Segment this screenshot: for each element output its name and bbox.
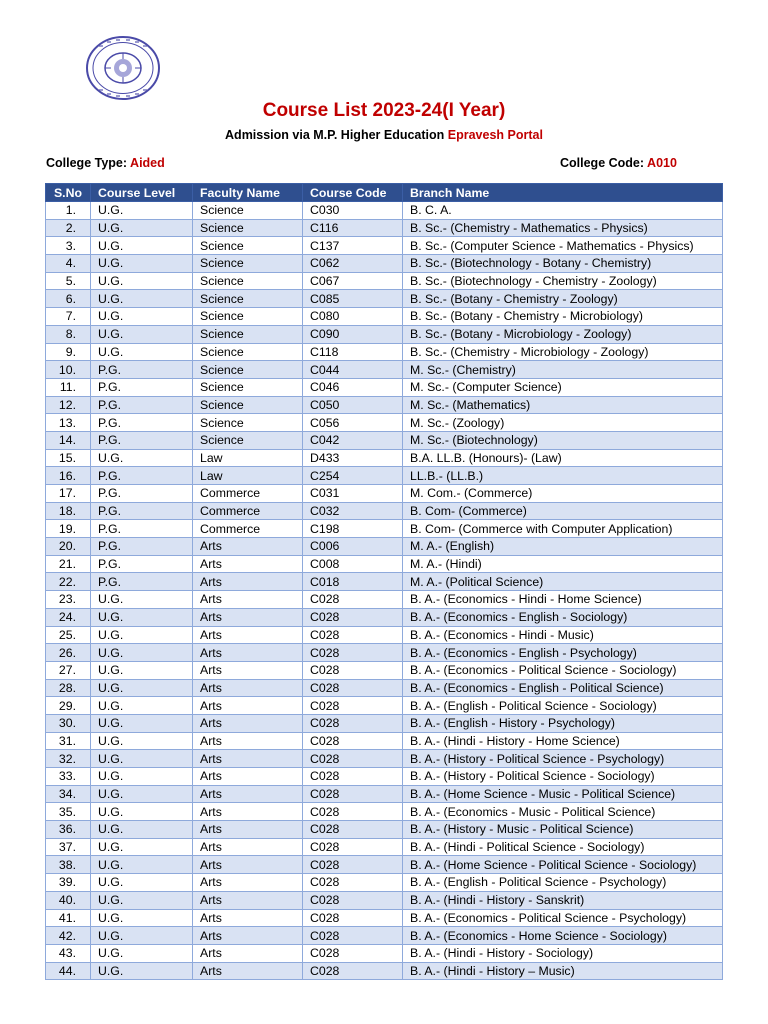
cell-faculty-name: Science <box>193 361 303 379</box>
header-course-code: Course Code <box>303 184 403 202</box>
cell-course-code: C028 <box>303 856 403 874</box>
table-row <box>46 431 723 449</box>
cell-sno: 16. <box>46 467 91 485</box>
cell-sno: 22. <box>46 573 91 591</box>
cell-branch-name: B. Sc.- (Chemistry - Microbiology - Zoology) <box>403 343 723 361</box>
cell-course-level: P.G. <box>91 361 193 379</box>
cell-faculty-name: Arts <box>193 608 303 626</box>
cell-course-code: C028 <box>303 944 403 962</box>
cell-sno: 28. <box>46 679 91 697</box>
cell-faculty-name: Science <box>193 378 303 396</box>
cell-branch-name: B. C. A. <box>403 202 723 220</box>
table-row <box>46 944 723 962</box>
cell-faculty-name: Science <box>193 414 303 432</box>
header-course-level: Course Level <box>91 184 193 202</box>
cell-sno: 13. <box>46 414 91 432</box>
cell-sno: 34. <box>46 785 91 803</box>
cell-course-level: U.G. <box>91 768 193 786</box>
cell-course-code: C028 <box>303 714 403 732</box>
cell-course-code: C118 <box>303 343 403 361</box>
cell-sno: 23. <box>46 591 91 609</box>
cell-course-code: C028 <box>303 821 403 839</box>
cell-faculty-name: Arts <box>193 785 303 803</box>
cell-faculty-name: Arts <box>193 803 303 821</box>
table-row <box>46 467 723 485</box>
cell-course-code: C028 <box>303 644 403 662</box>
cell-course-level: P.G. <box>91 378 193 396</box>
cell-branch-name: B. A.- (Economics - English - Psychology) <box>403 644 723 662</box>
cell-sno: 26. <box>46 644 91 662</box>
subtitle-portal-name: Epravesh Portal <box>447 128 543 142</box>
cell-sno: 1. <box>46 202 91 220</box>
cell-faculty-name: Arts <box>193 821 303 839</box>
cell-sno: 18. <box>46 502 91 520</box>
cell-sno: 27. <box>46 661 91 679</box>
cell-faculty-name: Science <box>193 343 303 361</box>
cell-branch-name: LL.B.- (LL.B.) <box>403 467 723 485</box>
cell-faculty-name: Arts <box>193 679 303 697</box>
header-faculty-name: Faculty Name <box>193 184 303 202</box>
header-sno: S.No <box>46 184 91 202</box>
cell-course-code: C028 <box>303 785 403 803</box>
cell-sno: 39. <box>46 874 91 892</box>
cell-faculty-name: Science <box>193 219 303 237</box>
cell-course-level: U.G. <box>91 732 193 750</box>
cell-branch-name: B. A.- (Hindi - History - Sanskrit) <box>403 891 723 909</box>
cell-sno: 11. <box>46 378 91 396</box>
cell-branch-name: B. A.- (English - Political Science - Sociology) <box>403 697 723 715</box>
cell-course-level: P.G. <box>91 396 193 414</box>
cell-branch-name: M. Sc.- (Biotechnology) <box>403 431 723 449</box>
cell-course-code: C028 <box>303 927 403 945</box>
college-type <box>46 156 165 170</box>
cell-course-level: P.G. <box>91 555 193 573</box>
table-row <box>46 202 723 220</box>
cell-faculty-name: Arts <box>193 573 303 591</box>
cell-course-code: C028 <box>303 626 403 644</box>
table-row <box>46 803 723 821</box>
cell-course-code: C137 <box>303 237 403 255</box>
table-row <box>46 538 723 556</box>
cell-course-level: P.G. <box>91 414 193 432</box>
cell-course-level: U.G. <box>91 944 193 962</box>
cell-sno: 17. <box>46 485 91 503</box>
page-subtitle <box>0 128 768 142</box>
cell-sno: 20. <box>46 538 91 556</box>
table-row <box>46 449 723 467</box>
cell-branch-name: B. A.- (Economics - English - Sociology) <box>403 608 723 626</box>
cell-sno: 8. <box>46 325 91 343</box>
cell-course-level: U.G. <box>91 697 193 715</box>
cell-faculty-name: Arts <box>193 555 303 573</box>
cell-faculty-name: Arts <box>193 644 303 662</box>
cell-course-level: U.G. <box>91 874 193 892</box>
cell-course-code: C028 <box>303 679 403 697</box>
cell-faculty-name: Commerce <box>193 520 303 538</box>
cell-course-code: C028 <box>303 591 403 609</box>
cell-sno: 43. <box>46 944 91 962</box>
cell-faculty-name: Science <box>193 431 303 449</box>
cell-branch-name: M. Com.- (Commerce) <box>403 485 723 503</box>
cell-course-code: D433 <box>303 449 403 467</box>
cell-faculty-name: Arts <box>193 661 303 679</box>
cell-branch-name: B. Com- (Commerce) <box>403 502 723 520</box>
table-row <box>46 573 723 591</box>
cell-course-level: U.G. <box>91 909 193 927</box>
course-list-table <box>45 183 723 980</box>
cell-faculty-name: Arts <box>193 768 303 786</box>
cell-faculty-name: Law <box>193 467 303 485</box>
cell-faculty-name: Arts <box>193 944 303 962</box>
cell-branch-name: B. Sc.- (Chemistry - Mathematics - Physics) <box>403 219 723 237</box>
cell-faculty-name: Arts <box>193 909 303 927</box>
cell-course-code: C046 <box>303 378 403 396</box>
cell-faculty-name: Arts <box>193 856 303 874</box>
cell-branch-name: B. A.- (Hindi - Political Science - Sociology) <box>403 838 723 856</box>
table-row <box>46 962 723 980</box>
cell-course-level: U.G. <box>91 644 193 662</box>
cell-course-level: P.G. <box>91 431 193 449</box>
cell-course-level: U.G. <box>91 608 193 626</box>
cell-faculty-name: Science <box>193 290 303 308</box>
cell-branch-name: B. A.- (History - Political Science - Psychology) <box>403 750 723 768</box>
cell-branch-name: B. A.- (Economics - Hindi - Music) <box>403 626 723 644</box>
cell-course-level: U.G. <box>91 891 193 909</box>
cell-course-level: U.G. <box>91 661 193 679</box>
cell-faculty-name: Science <box>193 237 303 255</box>
cell-course-level: U.G. <box>91 219 193 237</box>
cell-course-code: C198 <box>303 520 403 538</box>
cell-course-level: U.G. <box>91 272 193 290</box>
table-row <box>46 219 723 237</box>
cell-course-level: P.G. <box>91 573 193 591</box>
table-row <box>46 661 723 679</box>
cell-sno: 6. <box>46 290 91 308</box>
cell-branch-name: B. A.- (Hindi - History - Home Science) <box>403 732 723 750</box>
cell-course-code: C008 <box>303 555 403 573</box>
cell-faculty-name: Arts <box>193 874 303 892</box>
cell-sno: 21. <box>46 555 91 573</box>
table-row <box>46 414 723 432</box>
cell-course-level: U.G. <box>91 255 193 273</box>
table-row <box>46 891 723 909</box>
cell-sno: 42. <box>46 927 91 945</box>
cell-course-level: P.G. <box>91 467 193 485</box>
table-header-row <box>46 184 723 202</box>
college-code <box>560 156 677 170</box>
cell-course-code: C050 <box>303 396 403 414</box>
cell-faculty-name: Arts <box>193 838 303 856</box>
cell-course-code: C085 <box>303 290 403 308</box>
cell-course-code: C028 <box>303 750 403 768</box>
cell-course-level: U.G. <box>91 626 193 644</box>
cell-course-code: C254 <box>303 467 403 485</box>
cell-sno: 12. <box>46 396 91 414</box>
cell-course-level: P.G. <box>91 502 193 520</box>
table-row <box>46 838 723 856</box>
cell-course-level: U.G. <box>91 679 193 697</box>
cell-faculty-name: Commerce <box>193 485 303 503</box>
cell-branch-name: B. A.- (Hindi - History – Music) <box>403 962 723 980</box>
table-row <box>46 909 723 927</box>
table-row <box>46 714 723 732</box>
cell-faculty-name: Science <box>193 272 303 290</box>
table-row <box>46 255 723 273</box>
cell-branch-name: B. A.- (Economics - Hindi - Home Science) <box>403 591 723 609</box>
cell-branch-name: B. A.- (Hindi - History - Sociology) <box>403 944 723 962</box>
cell-sno: 25. <box>46 626 91 644</box>
cell-course-level: U.G. <box>91 803 193 821</box>
cell-branch-name: B. A.- (Economics - Political Science - Psychology) <box>403 909 723 927</box>
cell-course-code: C028 <box>303 891 403 909</box>
table-row <box>46 308 723 326</box>
cell-branch-name: B. A.- (History - Music - Political Science) <box>403 821 723 839</box>
cell-course-level: U.G. <box>91 290 193 308</box>
cell-course-code: C116 <box>303 219 403 237</box>
cell-course-level: U.G. <box>91 838 193 856</box>
cell-sno: 44. <box>46 962 91 980</box>
cell-course-code: C030 <box>303 202 403 220</box>
cell-faculty-name: Arts <box>193 591 303 609</box>
cell-branch-name: M. Sc.- (Chemistry) <box>403 361 723 379</box>
cell-sno: 35. <box>46 803 91 821</box>
college-code-label: College Code: <box>560 156 648 170</box>
cell-faculty-name: Science <box>193 255 303 273</box>
table-row <box>46 237 723 255</box>
cell-sno: 40. <box>46 891 91 909</box>
header-branch-name: Branch Name <box>403 184 723 202</box>
cell-branch-name: B. A.- (Home Science - Political Science - Sociology) <box>403 856 723 874</box>
cell-course-level: U.G. <box>91 449 193 467</box>
cell-branch-name: B. A.- (Home Science - Music - Political Science) <box>403 785 723 803</box>
cell-course-level: U.G. <box>91 821 193 839</box>
table-row <box>46 502 723 520</box>
cell-faculty-name: Law <box>193 449 303 467</box>
cell-course-code: C031 <box>303 485 403 503</box>
cell-branch-name: B. A.- (Economics - Political Science - Sociology) <box>403 661 723 679</box>
cell-faculty-name: Science <box>193 308 303 326</box>
table-row <box>46 697 723 715</box>
cell-faculty-name: Arts <box>193 697 303 715</box>
college-type-value: Aided <box>130 156 165 170</box>
cell-course-code: C032 <box>303 502 403 520</box>
cell-course-level: U.G. <box>91 325 193 343</box>
page-title: Course List 2023-24(I Year) <box>262 100 506 121</box>
cell-faculty-name: Commerce <box>193 502 303 520</box>
cell-branch-name: B. Sc.- (Botany - Chemistry - Zoology) <box>403 290 723 308</box>
table-row <box>46 591 723 609</box>
table-row <box>46 927 723 945</box>
cell-branch-name: M. A.- (English) <box>403 538 723 556</box>
cell-course-level: U.G. <box>91 237 193 255</box>
cell-sno: 29. <box>46 697 91 715</box>
cell-course-level: U.G. <box>91 343 193 361</box>
cell-faculty-name: Arts <box>193 714 303 732</box>
cell-course-code: C080 <box>303 308 403 326</box>
table-row <box>46 750 723 768</box>
cell-branch-name: B. A.- (Economics - Home Science - Sociology) <box>403 927 723 945</box>
cell-course-code: C042 <box>303 431 403 449</box>
cell-faculty-name: Arts <box>193 732 303 750</box>
cell-sno: 5. <box>46 272 91 290</box>
cell-course-code: C028 <box>303 768 403 786</box>
table-row <box>46 679 723 697</box>
cell-sno: 19. <box>46 520 91 538</box>
cell-sno: 9. <box>46 343 91 361</box>
table-row <box>46 874 723 892</box>
cell-faculty-name: Arts <box>193 626 303 644</box>
cell-branch-name: B.A. LL.B. (Honours)- (Law) <box>403 449 723 467</box>
cell-sno: 33. <box>46 768 91 786</box>
cell-course-level: P.G. <box>91 538 193 556</box>
cell-branch-name: M. A.- (Political Science) <box>403 573 723 591</box>
table-row <box>46 361 723 379</box>
college-type-label: College Type: <box>46 156 131 170</box>
cell-branch-name: B. Sc.- (Botany - Chemistry - Microbiology) <box>403 308 723 326</box>
table-row <box>46 555 723 573</box>
cell-course-code: C056 <box>303 414 403 432</box>
cell-course-code: C006 <box>303 538 403 556</box>
cell-course-code: C028 <box>303 838 403 856</box>
cell-branch-name: B. A.- (History - Political Science - Sociology) <box>403 768 723 786</box>
cell-branch-name: B. Com- (Commerce with Computer Application) <box>403 520 723 538</box>
cell-sno: 10. <box>46 361 91 379</box>
cell-course-code: C067 <box>303 272 403 290</box>
cell-course-level: U.G. <box>91 785 193 803</box>
cell-sno: 7. <box>46 308 91 326</box>
table-row <box>46 856 723 874</box>
cell-course-code: C028 <box>303 803 403 821</box>
table-row <box>46 378 723 396</box>
table-row <box>46 396 723 414</box>
cell-sno: 38. <box>46 856 91 874</box>
cell-course-code: C028 <box>303 962 403 980</box>
cell-branch-name: B. Sc.- (Botany - Microbiology - Zoology) <box>403 325 723 343</box>
cell-course-code: C028 <box>303 732 403 750</box>
cell-course-code: C028 <box>303 909 403 927</box>
cell-course-level: U.G. <box>91 750 193 768</box>
table-row <box>46 768 723 786</box>
cell-course-code: C062 <box>303 255 403 273</box>
cell-sno: 15. <box>46 449 91 467</box>
cell-sno: 41. <box>46 909 91 927</box>
cell-faculty-name: Science <box>193 202 303 220</box>
cell-course-code: C028 <box>303 697 403 715</box>
cell-course-code: C028 <box>303 874 403 892</box>
table-row <box>46 732 723 750</box>
cell-branch-name: B. A.- (English - Political Science - Psychology) <box>403 874 723 892</box>
cell-sno: 4. <box>46 255 91 273</box>
table-row <box>46 644 723 662</box>
cell-course-level: U.G. <box>91 308 193 326</box>
cell-faculty-name: Arts <box>193 927 303 945</box>
cell-sno: 30. <box>46 714 91 732</box>
table-row <box>46 343 723 361</box>
cell-sno: 14. <box>46 431 91 449</box>
cell-sno: 24. <box>46 608 91 626</box>
table-row <box>46 785 723 803</box>
cell-branch-name: M. A.- (Hindi) <box>403 555 723 573</box>
cell-sno: 37. <box>46 838 91 856</box>
cell-course-code: C028 <box>303 608 403 626</box>
cell-course-level: U.G. <box>91 714 193 732</box>
cell-branch-name: B. Sc.- (Biotechnology - Chemistry - Zoology) <box>403 272 723 290</box>
cell-branch-name: M. Sc.- (Zoology) <box>403 414 723 432</box>
cell-faculty-name: Arts <box>193 891 303 909</box>
cell-course-code: C090 <box>303 325 403 343</box>
cell-course-level: U.G. <box>91 927 193 945</box>
cell-sno: 32. <box>46 750 91 768</box>
cell-course-level: U.G. <box>91 202 193 220</box>
table-row <box>46 626 723 644</box>
cell-faculty-name: Arts <box>193 538 303 556</box>
cell-course-code: C044 <box>303 361 403 379</box>
cell-branch-name: B. A.- (English - History - Psychology) <box>403 714 723 732</box>
cell-course-level: U.G. <box>91 591 193 609</box>
cell-course-level: P.G. <box>91 485 193 503</box>
cell-course-level: U.G. <box>91 856 193 874</box>
table-row <box>46 520 723 538</box>
table-row <box>46 272 723 290</box>
cell-sno: 2. <box>46 219 91 237</box>
college-seal-logo <box>85 35 161 101</box>
cell-branch-name: B. A.- (Economics - English - Political Science) <box>403 679 723 697</box>
cell-course-level: U.G. <box>91 962 193 980</box>
cell-course-code: C028 <box>303 661 403 679</box>
cell-branch-name: M. Sc.- (Mathematics) <box>403 396 723 414</box>
table-row <box>46 485 723 503</box>
cell-course-code: C018 <box>303 573 403 591</box>
table-row <box>46 608 723 626</box>
cell-faculty-name: Science <box>193 396 303 414</box>
table-row <box>46 325 723 343</box>
cell-faculty-name: Science <box>193 325 303 343</box>
cell-branch-name: M. Sc.- (Computer Science) <box>403 378 723 396</box>
cell-sno: 36. <box>46 821 91 839</box>
table-row <box>46 290 723 308</box>
table-row <box>46 821 723 839</box>
subtitle-text: Admission via M.P. Higher Education <box>225 128 448 142</box>
cell-branch-name: B. Sc.- (Biotechnology - Botany - Chemistry) <box>403 255 723 273</box>
college-code-value: A010 <box>647 156 677 170</box>
cell-branch-name: B. Sc.- (Computer Science - Mathematics - Physics) <box>403 237 723 255</box>
cell-faculty-name: Arts <box>193 962 303 980</box>
cell-sno: 3. <box>46 237 91 255</box>
cell-branch-name: B. A.- (Economics - Music - Political Science) <box>403 803 723 821</box>
cell-faculty-name: Arts <box>193 750 303 768</box>
cell-sno: 31. <box>46 732 91 750</box>
cell-course-level: P.G. <box>91 520 193 538</box>
